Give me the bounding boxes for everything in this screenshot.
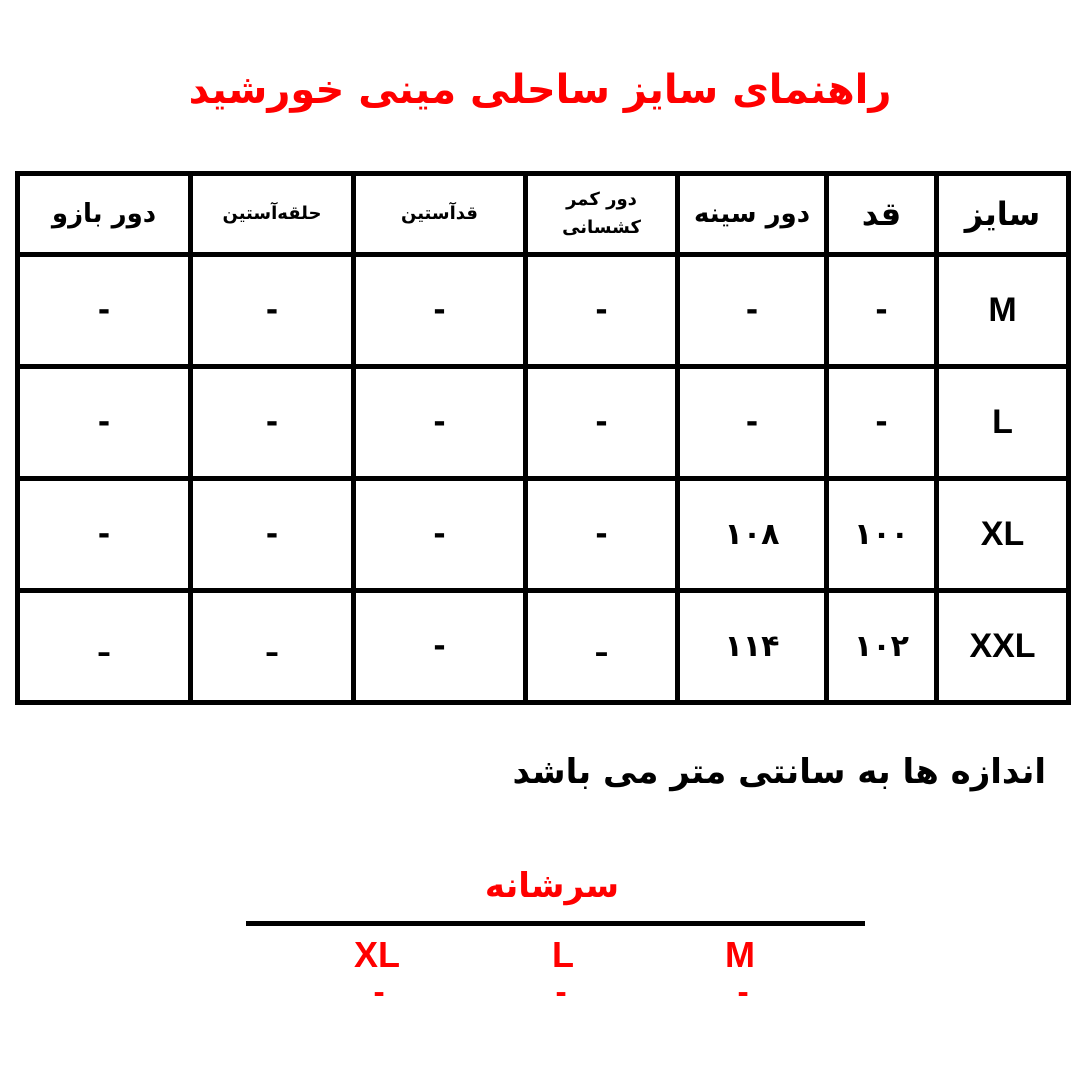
table-header-row: [18, 174, 1069, 255]
header-waist: [526, 174, 678, 255]
header-waist-line1: دور کمر: [566, 189, 637, 210]
cell-size: L: [937, 367, 1069, 479]
header-chest: دور سینه: [678, 174, 827, 255]
header-length: قد: [827, 174, 937, 255]
cell-length: -: [827, 367, 937, 479]
cell-sleeve-ring: -: [191, 255, 354, 367]
cell-waist: -: [526, 479, 678, 591]
cell-sleeve-length: -: [354, 367, 526, 479]
cell-sleeve-length: -: [354, 255, 526, 367]
cell-chest: -: [678, 255, 827, 367]
shoulder-size-value: -: [373, 976, 385, 1009]
shoulder-size-value: -: [555, 976, 567, 1009]
table-row: [18, 367, 1069, 479]
cell-arm: ـ: [18, 591, 191, 703]
cell-size: XXL: [937, 591, 1069, 703]
shoulder-size-value: -: [737, 976, 749, 1009]
cell-waist: -: [526, 367, 678, 479]
shoulder-size-label: M: [725, 934, 755, 975]
header-sleeve-ring: حلقه‌آستین: [191, 174, 354, 255]
cell-length: -: [827, 255, 937, 367]
cell-arm: -: [18, 255, 191, 367]
cell-chest: -: [678, 367, 827, 479]
header-arm: دور بازو: [18, 174, 191, 255]
header-waist-line2: کشسانی: [562, 217, 641, 238]
cell-sleeve-ring: ـ: [191, 591, 354, 703]
size-chart-table: [15, 171, 1071, 705]
page-title: راهنمای سایز ساحلی مینی خورشید: [188, 67, 892, 113]
shoulder-size-label: XL: [353, 934, 400, 975]
cell-sleeve-length: -: [354, 591, 526, 703]
table-row: [18, 479, 1069, 591]
cell-chest: ۱۱۴: [678, 591, 827, 703]
cell-sleeve-ring: -: [191, 479, 354, 591]
cell-arm: -: [18, 479, 191, 591]
cell-chest: ۱۰۸: [678, 479, 827, 591]
cell-size: XL: [937, 479, 1069, 591]
table-row: [18, 591, 1069, 703]
cell-waist: -: [526, 255, 678, 367]
cell-sleeve-length: -: [354, 479, 526, 591]
cell-length: ۱۰۰: [827, 479, 937, 591]
cell-arm: -: [18, 367, 191, 479]
shoulder-size-label: L: [552, 934, 574, 975]
header-sleeve-length: قدآستین: [354, 174, 526, 255]
table-row: [18, 255, 1069, 367]
cell-waist: ـ: [526, 591, 678, 703]
cell-sleeve-ring: -: [191, 367, 354, 479]
cell-size: M: [937, 255, 1069, 367]
shoulder-title: سرشانه: [484, 866, 620, 906]
cell-length: ۱۰۲: [827, 591, 937, 703]
header-size: سایز: [937, 174, 1069, 255]
units-note: اندازه ها به سانتی متر می باشد: [512, 752, 1046, 792]
shoulder-divider: [246, 921, 865, 926]
